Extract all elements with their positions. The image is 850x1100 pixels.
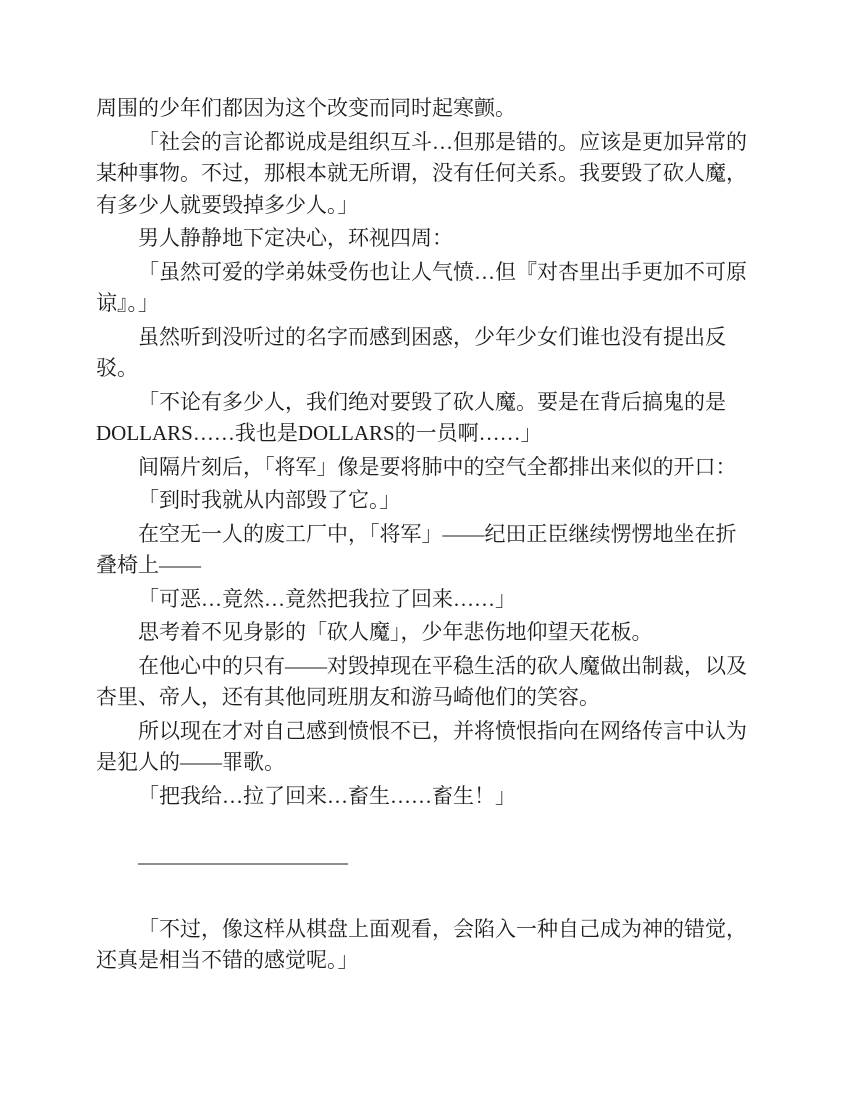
paragraph: 「把我给…拉了回来…畜生……畜生！」 (138, 783, 516, 808)
paragraph: 「不论有多少人，我们绝对要毁了砍人魔。要是在背后搞鬼的是DOLLARS……我也是DOLLARS的一员啊……」 (96, 389, 726, 445)
paragraph: 「不过，像这样从棋盘上面观看，会陷入一种自己成为神的错觉，还真是相当不错的感觉呢。」 (96, 916, 747, 972)
paragraph: 思考着不见身影的「砍人魔」，少年悲伤地仰望天花板。 (138, 620, 653, 644)
paragraph: 「社会的言论都说成是组织互斗…但那是错的。应该是更加异常的某种事物。不过，那根本就无所谓，没有任何关系。我要毁了砍人魔，有多少人就要毁掉多少人。」 (96, 129, 747, 217)
paragraph: 所以现在才对自己感到愤恨不已，并将愤恨指向在网络传言中认为是犯人的——罪歌。 (96, 718, 747, 774)
paragraph: 「到时我就从内部毁了它。」 (138, 488, 401, 512)
paragraph: 周围的少年们都因为这个改变而同时起寒颤。 (96, 96, 516, 120)
paragraph: 男人静静地下定决心，环视四周： (138, 226, 453, 250)
section-divider: —————————— (138, 850, 348, 874)
paragraph: 在空无一人的废工厂中，「将军」——纪田正臣继续愣愣地坐在折叠椅上—— (96, 521, 737, 577)
paragraph: 间隔片刻后，「将军」像是要将肺中的空气全都排出来似的开口： (138, 454, 737, 479)
paragraph: 虽然听到没听过的名字而感到困惑，少年少女们谁也没有提出反驳。 (96, 324, 726, 380)
paragraph: 「虽然可爱的学弟妹受伤也让人气愤…但『对杏里出手更加不可原谅』。」 (96, 259, 747, 315)
paragraph: 在他心中的只有——对毁掉现在平稳生活的砍人魔做出制裁，以及杏里、帝人，还有其他同班朋友和游马崎他们的笑容。 (96, 653, 747, 709)
paragraph: 「可恶…竟然…竟然把我拉了回来……」 (138, 586, 516, 611)
text-column (96, 93, 756, 979)
